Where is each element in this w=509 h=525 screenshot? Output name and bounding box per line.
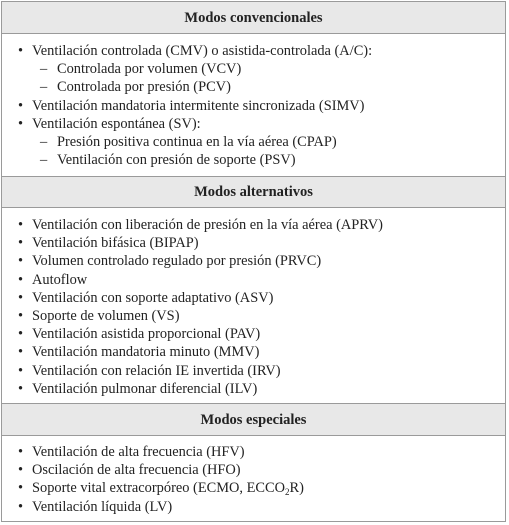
dash-icon: – (40, 152, 48, 169)
list-item: • Ventilación líquida (LV) (18, 498, 173, 515)
bullet-icon: • (18, 444, 24, 460)
dash-icon: – (40, 134, 48, 151)
bullet-icon: • (18, 344, 24, 361)
bullet-icon: • (18, 308, 24, 325)
bullet-icon: • (18, 480, 24, 497)
ventilation-modes-table (1, 1, 506, 522)
sub-list-item: – Controlada por volumen (VCV) (40, 61, 242, 78)
bullet-icon: • (18, 380, 24, 397)
bullet-icon: • (18, 498, 24, 515)
bullet-icon: • (18, 235, 24, 252)
list-item: • Ventilación pulmonar diferencial (ILV) (18, 380, 258, 397)
bullet-icon: • (18, 97, 24, 114)
bullet-icon: • (18, 271, 24, 288)
list-item: • Ventilación con relación IE invertida (IRV) (18, 362, 281, 379)
dash-icon: – (40, 79, 48, 96)
list-item: • Ventilación con liberación de presión en la vía aérea (APRV) (18, 217, 383, 233)
bullet-icon: • (18, 362, 24, 379)
list-item: • Ventilación bifásica (BIPAP) (18, 235, 199, 252)
section-header-alternative (2, 177, 505, 208)
list-item: • Soporte de volumen (VS) (18, 308, 180, 325)
section-title: Modos convencionales (184, 10, 323, 26)
subscript: 2 (284, 487, 290, 498)
section-title: Modos especiales (200, 412, 307, 428)
sub-list-item: – Ventilación con presión de soporte (PSV) (40, 152, 296, 169)
list-item: • Soporte vital extracorpóreo (ECMO, $ECCO_2R$) (18, 480, 304, 498)
section-body-alternative (2, 208, 505, 404)
list-item: • Autoflow (18, 271, 88, 288)
list-item: • Ventilación de alta frecuencia (HFV) (18, 444, 245, 460)
sub-list-item: – Controlada por presión (PCV) (40, 79, 231, 96)
section-header-special (2, 404, 505, 436)
list-item: • Volumen controlado regulado por presión (PRVC) (18, 253, 322, 270)
bullet-icon: • (18, 253, 24, 270)
section-body-special (2, 436, 505, 516)
bullet-icon: • (18, 462, 24, 479)
list-item: • Ventilación controlada (CMV) o asistida-controlada (A/C): (18, 43, 373, 59)
bullet-icon: • (18, 115, 24, 132)
section-body-conventional (2, 34, 505, 177)
bullet-icon: • (18, 217, 24, 233)
list-item: • Ventilación mandatoria minuto (MMV) (18, 344, 260, 361)
list-item: • Ventilación asistida proporcional (PAV) (18, 326, 261, 343)
list-item: • Ventilación espontánea (SV): (18, 115, 201, 132)
bullet-icon: • (18, 326, 24, 343)
list-item: • Oscilación de alta frecuencia (HFO) (18, 462, 241, 479)
section-title: Modos alternativos (194, 184, 313, 200)
bullet-icon: • (18, 289, 24, 306)
bullet-icon: • (18, 43, 24, 59)
sub-list-item: – Presión positiva continua en la vía aérea (CPAP) (40, 134, 337, 151)
list-item: • Ventilación mandatoria intermitente sincronizada (SIMV) (18, 97, 365, 114)
section-header-conventional (2, 2, 505, 34)
dash-icon: – (40, 61, 48, 78)
list-item: • Ventilación con soporte adaptativo (ASV) (18, 289, 274, 306)
